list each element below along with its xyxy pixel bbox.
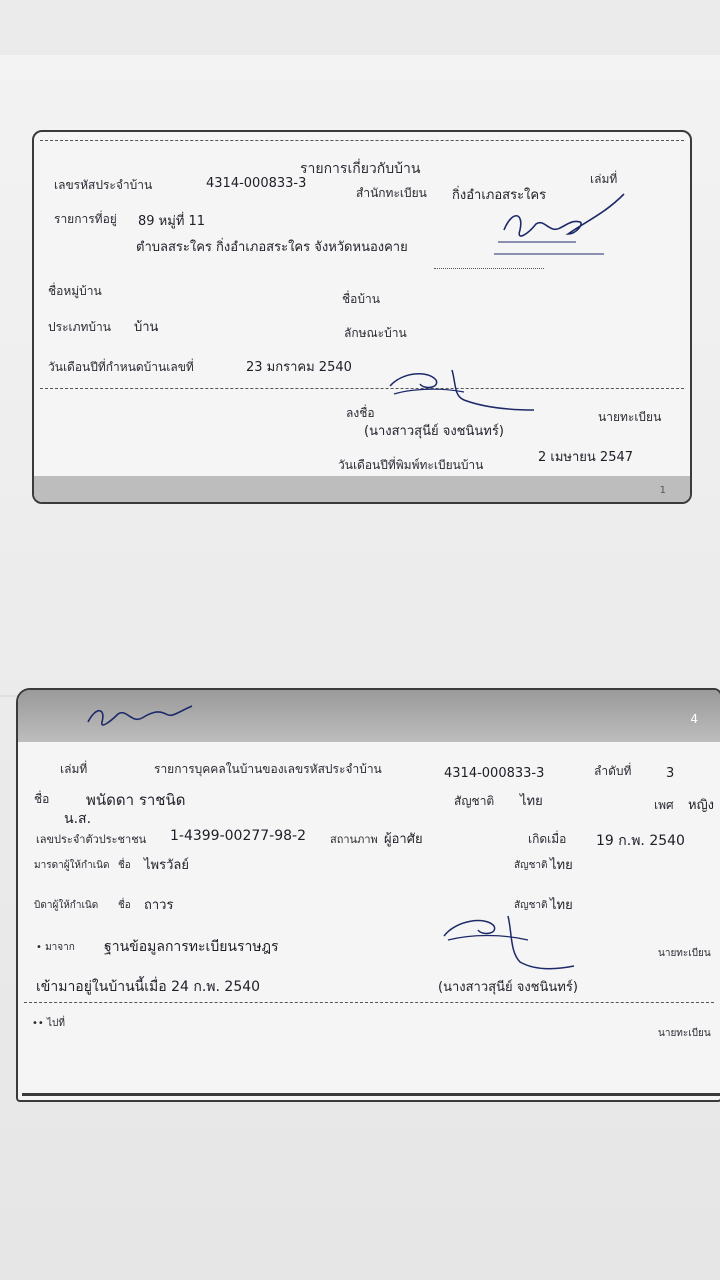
status-label: สถานภาพ: [330, 833, 378, 846]
village-label: ชื่อหมู่บ้าน: [48, 284, 102, 298]
print-date-label: วันเดือนปีที่พิมพ์ทะเบียนบ้าน: [338, 458, 484, 472]
page-number: 4: [690, 712, 698, 726]
seq-number: 3: [666, 766, 675, 781]
name-prefix-correction: น.ส.: [64, 811, 92, 827]
registry-office: กิ่งอำเภอสระใคร: [452, 188, 547, 203]
born-date: 19 ก.พ. 2540: [596, 833, 685, 849]
house-type-label: ประเภทบ้าน: [48, 320, 111, 334]
address-label: รายการที่อยู่: [54, 212, 117, 226]
father-label: บิดาผู้ให้กำเนิด: [34, 900, 99, 911]
registrar-name: (นางสาวสุนีย์ จงชนินทร์): [364, 424, 504, 439]
person-record-card: [16, 688, 720, 1102]
house-details-card: [32, 130, 692, 504]
mother-name: ไพรวัลย์: [144, 858, 189, 873]
mother-nationality: ไทย: [550, 858, 573, 873]
mother-nationality-label: สัญชาติ: [514, 860, 548, 871]
top-border-line: [40, 140, 684, 141]
moved-from-label: • มาจาก: [36, 942, 75, 953]
house-name-label: ชื่อบ้าน: [342, 292, 380, 306]
print-date: 2 เมษายน 2547: [538, 450, 634, 465]
section-divider: [24, 1002, 714, 1003]
house-code: 4314-000833-3: [206, 176, 307, 191]
date-assigned: 23 มกราคม 2540: [246, 360, 352, 375]
card-title: รายการเกี่ยวกับบ้าน: [300, 161, 421, 177]
moved-in: เข้ามาอยู่ในบ้านนี้เมื่อ 24 ก.พ. 2540: [36, 979, 261, 995]
book-no-label: เล่มที่: [590, 172, 618, 186]
father-name-label: ชื่อ: [118, 900, 131, 911]
page-number: 1: [659, 485, 666, 496]
father-name: ถาวร: [144, 898, 174, 913]
house-code-label: เลขรหัสประจำบ้าน: [54, 178, 153, 192]
address-underline: [434, 268, 544, 269]
sign-label: ลงชื่อ: [346, 406, 375, 420]
book-no-label: เล่มที่: [60, 762, 88, 776]
registrar-signature: [384, 364, 544, 424]
bottom-shaded-band: [34, 476, 690, 502]
born-label: เกิดเมื่อ: [528, 832, 567, 846]
house-character-label: ลักษณะบ้าน: [344, 326, 407, 340]
house-type: บ้าน: [134, 320, 159, 335]
address-line1: 89 หมู่ที่ 11: [138, 214, 206, 229]
id-label: เลขประจำตัวประชาชน: [36, 833, 147, 846]
sex: หญิง: [688, 798, 714, 813]
mother-label: มารดาผู้ให้กำเนิด: [34, 860, 110, 871]
nationality: ไทย: [520, 794, 543, 809]
moved-to-label: •• ไปที่: [32, 1018, 65, 1029]
registrar-name: (นางสาวสุนีย์ จงชนินทร์): [438, 980, 578, 995]
bottom-border-line: [22, 1093, 720, 1096]
registrar-signature: [438, 912, 578, 982]
registry-office-label: สำนักทะเบียน: [356, 186, 427, 200]
official-stamp-signature: [82, 696, 202, 732]
id-number: 1-4399-00277-98-2: [170, 828, 307, 844]
date-assigned-label: วันเดือนปีที่กำหนดบ้านเลขที่: [48, 360, 194, 374]
moved-from: ฐานข้อมูลการทะเบียนราษฎร: [104, 939, 279, 955]
person-name: พนัดดา ราชนิด: [86, 791, 186, 809]
registrar-title-2: นายทะเบียน: [658, 1028, 711, 1039]
father-nationality: ไทย: [550, 898, 573, 913]
status: ผู้อาศัย: [384, 832, 423, 847]
father-nationality-label: สัญชาติ: [514, 900, 548, 911]
section-divider: [40, 388, 684, 389]
address-line2: ตำบลสระใคร กิ่งอำเภอสระใคร จังหวัดหนองคาย: [136, 240, 408, 255]
registrar-title-1: นายทะเบียน: [658, 948, 711, 959]
official-stamp-signature: [464, 190, 634, 260]
house-code: 4314-000833-3: [444, 766, 545, 781]
nationality-label: สัญชาติ: [454, 794, 495, 808]
registrar-title: นายทะเบียน: [598, 410, 662, 424]
record-header: รายการบุคคลในบ้านของเลขรหัสประจำบ้าน: [154, 762, 382, 776]
name-label: ชื่อ: [34, 792, 50, 806]
seq-label: ลำดับที่: [594, 764, 632, 778]
sex-label: เพศ: [654, 798, 674, 812]
mother-name-label: ชื่อ: [118, 860, 131, 871]
